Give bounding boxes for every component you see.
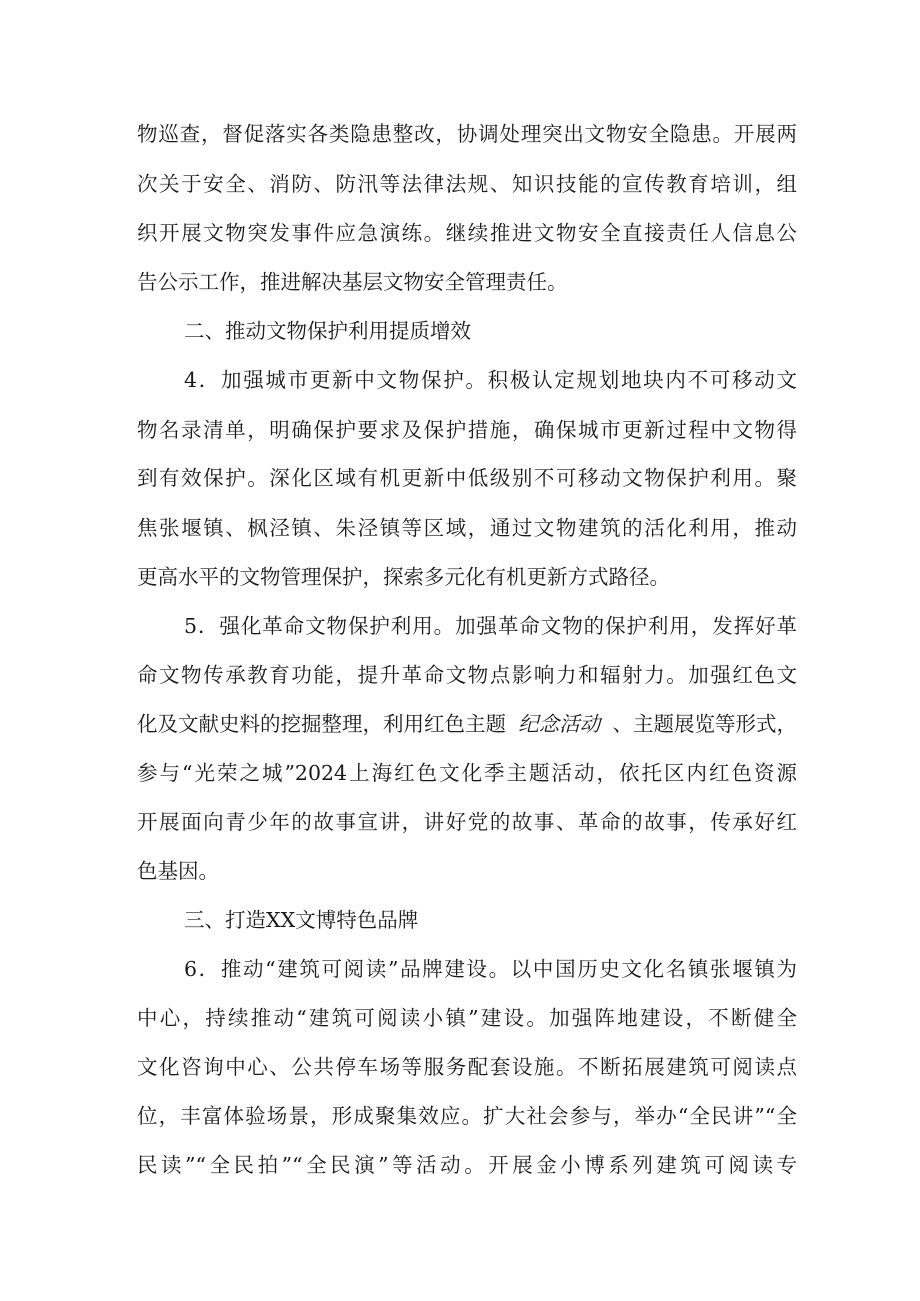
section-heading-2: 二、推动文物保护利用提质增效	[184, 319, 471, 343]
paragraph-line: 5．强化革命文物保护利用。加强革命文物的保护利用，发挥好革	[184, 614, 797, 638]
italic-segment: 纪念活动	[518, 712, 601, 736]
paragraph-line: 位，丰富体验场景，形成聚集效应。扩大社会参与，举办“全民讲”“全	[137, 1104, 797, 1128]
paragraph-line: 更高水平的文物管理保护，探索多元化有机更新方式路径。	[137, 565, 670, 589]
paragraph-line: 开展面向青少年的故事宣讲，讲好党的故事、革命的故事，传承好红	[137, 810, 797, 834]
paragraph-line: 到有效保护。深化区域有机更新中低级别不可移动文物保护利用。聚	[137, 466, 797, 490]
line-segment: 化及文献史料的挖掘整理，利用红色主题	[137, 712, 506, 736]
paragraph-line: 中心，持续推动“建筑可阅读小镇”建设。加强阵地建设，不断健全	[137, 1006, 797, 1030]
paragraph-line: 织开展文物突发事件应急演练。继续推进文物安全直接责任人信息公	[137, 221, 797, 245]
paragraph-line: 物名录清单，明确保护要求及保护措施，确保城市更新过程中文物得	[137, 418, 797, 442]
paragraph-line-mixed	[137, 704, 797, 744]
paragraph-line: 色基因。	[137, 859, 219, 883]
section-heading-3: 三、打造XX文博特色品牌	[184, 908, 419, 932]
paragraph-line: 6．推动“建筑可阅读”品牌建设。以中国历史文化名镇张堰镇为	[184, 957, 797, 981]
paragraph-line: 物巡查，督促落实各类隐患整改，协调处理突出文物安全隐患。开展两	[137, 122, 797, 146]
paragraph-line: 次关于安全、消防、防汛等法律法规、知识技能的宣传教育培训，组	[137, 172, 797, 196]
line-segment: 、主题展览等形式，	[612, 712, 797, 736]
paragraph-line: 焦张堰镇、枫泾镇、朱泾镇等区域，通过文物建筑的活化利用，推动	[137, 516, 797, 540]
paragraph-line: 命文物传承教育功能，提升革命文物点影响力和辐射力。加强红色文	[137, 663, 797, 687]
paragraph-line: 民读”“全民拍”“全民演”等活动。开展金小博系列建筑可阅读专	[137, 1153, 797, 1177]
paragraph-line: 文化咨询中心、公共停车场等服务配套设施。不断拓展建筑可阅读点	[137, 1055, 797, 1079]
paragraph-line: 4．加强城市更新中文物保护。积极认定规划地块内不可移动文	[184, 368, 797, 392]
paragraph-line: 参与“光荣之城”2024上海红色文化季主题活动，依托区内红色资源	[137, 761, 797, 785]
paragraph-line: 告公示工作，推进解决基层文物安全管理责任。	[137, 270, 568, 294]
